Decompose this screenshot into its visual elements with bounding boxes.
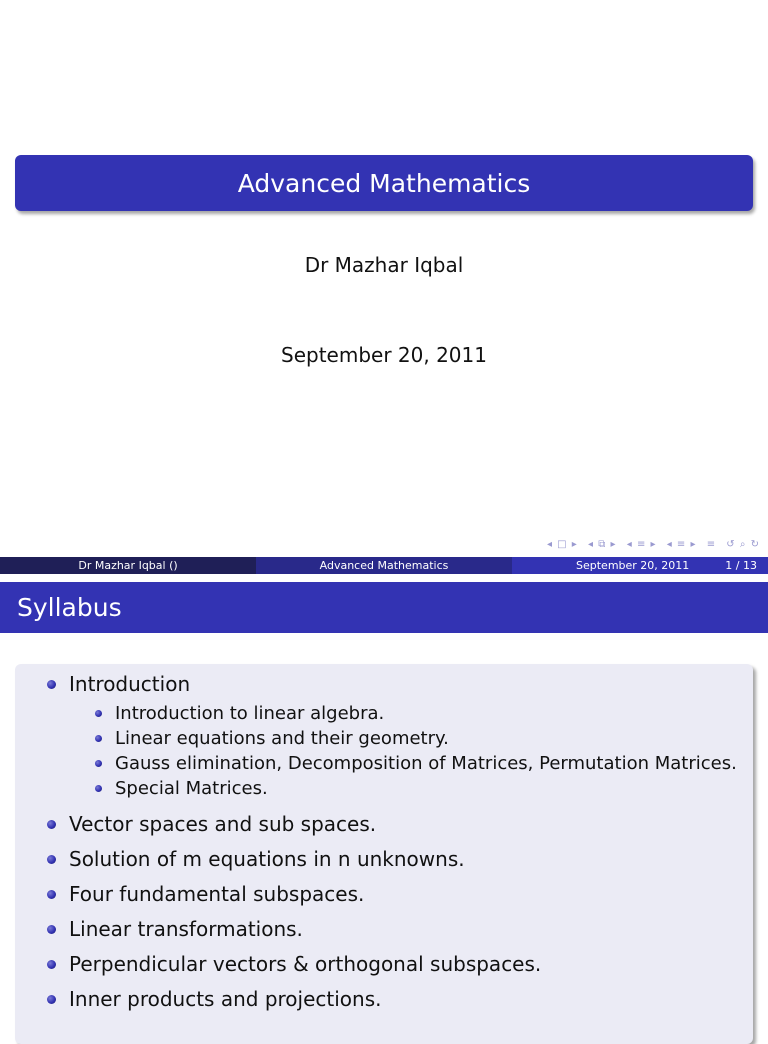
list-item-label: Perpendicular vectors & orthogonal subspaces. <box>69 952 542 976</box>
bullet-icon <box>47 680 56 689</box>
beamer-navigation[interactable] <box>541 539 760 550</box>
list-item-label: Four fundamental subspaces. <box>69 882 365 906</box>
author-name: Dr Mazhar Iqbal <box>304 253 464 277</box>
nav-frame-icon[interactable]: ◂ ⧉ ▸ <box>588 539 617 550</box>
footer-title: Advanced Mathematics <box>256 557 512 574</box>
nav-section-icon[interactable]: ◂ ≡ ▸ <box>666 539 697 550</box>
syllabus-block <box>15 664 753 1044</box>
list-item-label: Linear transformations. <box>69 917 303 941</box>
bullet-icon <box>95 735 102 742</box>
list-item-label: Vector spaces and sub spaces. <box>69 812 377 836</box>
footer-bar <box>0 557 768 574</box>
nav-subsection-icon[interactable]: ◂ ≡ ▸ <box>626 539 657 550</box>
bullet-icon <box>47 995 56 1004</box>
bullet-icon <box>47 960 56 969</box>
list-item-label: Inner products and projections. <box>69 987 382 1011</box>
bullet-icon <box>95 710 102 717</box>
nav-prev-arrow-icon[interactable]: ◂ □ ▸ <box>546 539 578 550</box>
bullet-icon <box>47 925 56 934</box>
footer-date: September 20, 2011 <box>576 559 690 572</box>
footer-page-number: 1 / 13 <box>725 559 757 572</box>
presentation-title: Advanced Mathematics <box>237 168 531 198</box>
footer-date-page <box>512 557 768 574</box>
nav-search-icon[interactable]: ↺ ⌕ ↻ <box>726 539 760 550</box>
list-item-label: Introduction to linear algebra. <box>115 703 385 724</box>
nav-doc-icon[interactable]: ≡ <box>706 539 717 550</box>
bullet-icon <box>95 785 102 792</box>
bullet-icon <box>47 890 56 899</box>
list-item-label: Introduction <box>69 672 191 696</box>
bullet-icon <box>47 855 56 864</box>
bullet-icon <box>47 820 56 829</box>
list-item-label: Linear equations and their geometry. <box>115 728 449 749</box>
list-item-label: Gauss elimination, Decomposition of Matrices, Permutation Matrices. <box>115 753 737 774</box>
presentation-date: September 20, 2011 <box>281 343 487 367</box>
title-box <box>15 155 753 211</box>
frame-title: Syllabus <box>0 582 768 633</box>
footer-author: Dr Mazhar Iqbal () <box>0 557 256 574</box>
bullet-icon <box>95 760 102 767</box>
list-item-label: Special Matrices. <box>115 778 268 799</box>
list-item-label: Solution of m equations in n unknowns. <box>69 847 465 871</box>
